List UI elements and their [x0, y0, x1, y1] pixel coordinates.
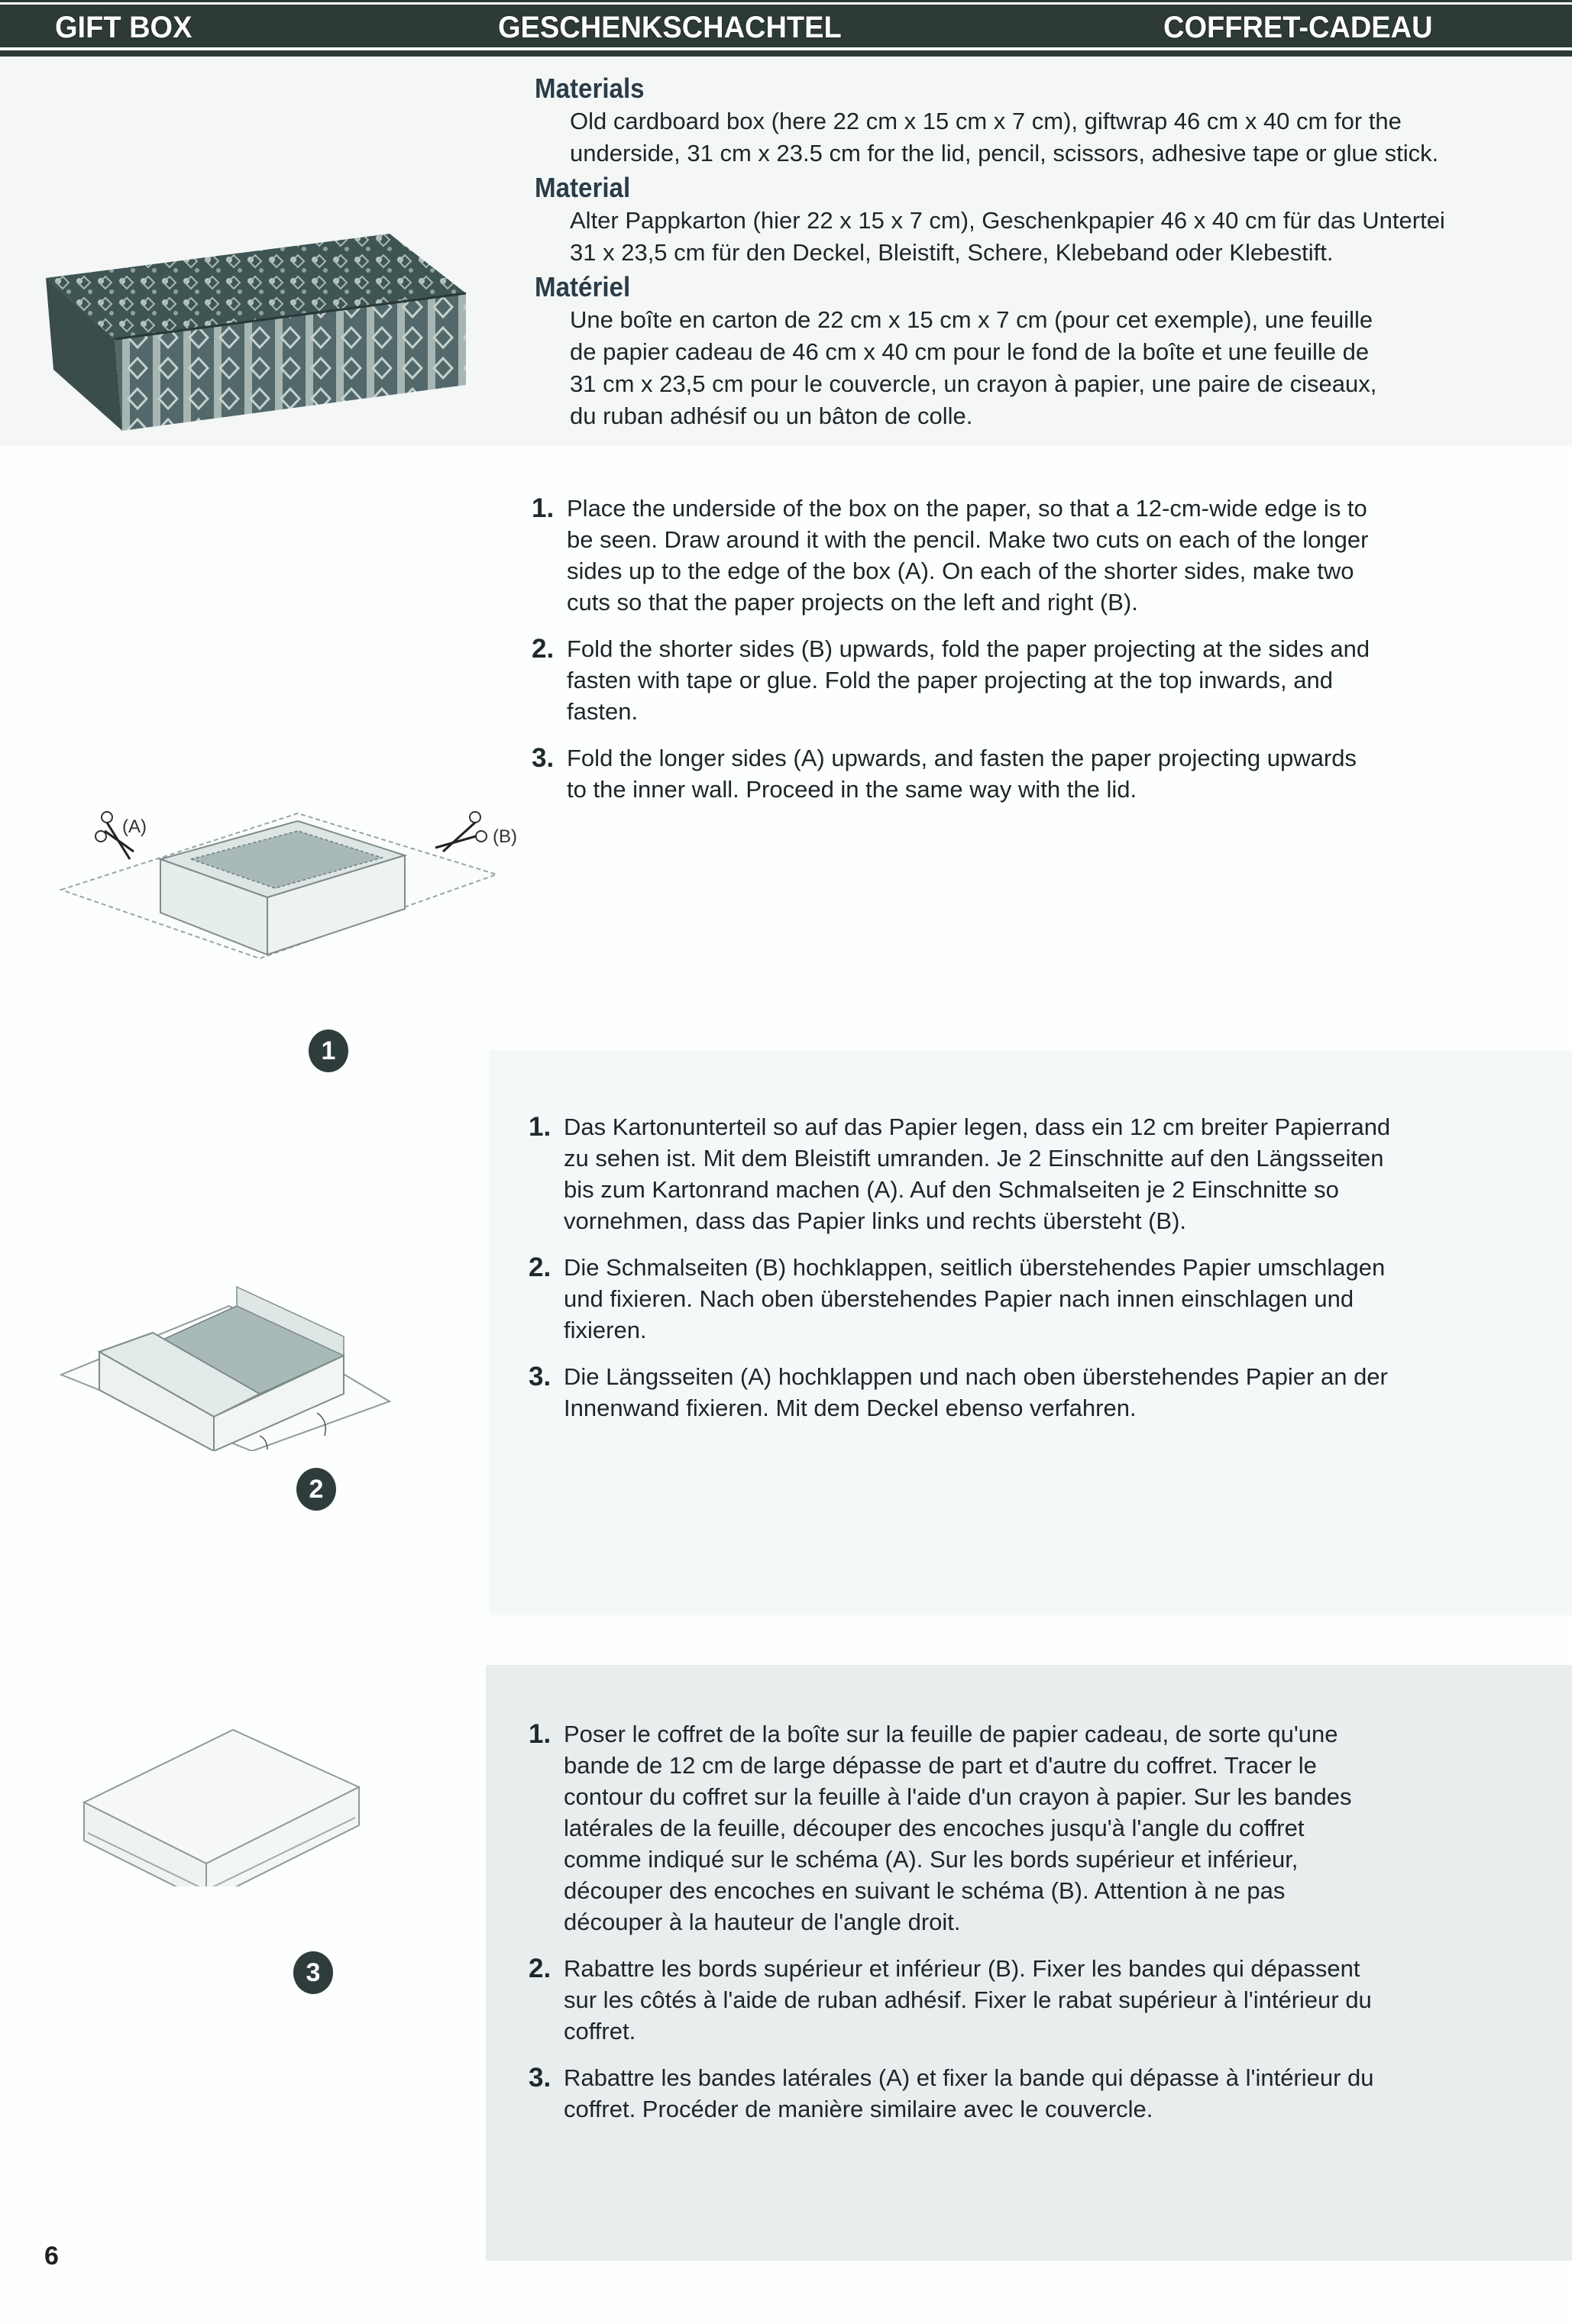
step-line: Fold the shorter sides (B) upwards, fold the paper projecting at the sides and	[567, 635, 1370, 662]
step-en-1	[532, 493, 1370, 618]
step-line: découper à la hauteur de l'angle droit.	[564, 1909, 961, 1935]
step-line: fasten.	[567, 698, 639, 725]
materials-text-en-line1: Old cardboard box (here 22 cm x 15 cm x 7 cm), giftwrap 46 cm x 40 cm for the	[570, 108, 1402, 134]
step-line: sur les côtés à l'aide de ruban adhésif. Fixer le rabat supérieur à l'intérieur du	[564, 1986, 1372, 2013]
scissors-icon-b	[435, 812, 487, 852]
diagram-step-2	[53, 1275, 405, 1451]
step-line: bande de 12 cm de large dépasse de part et d'autre du coffret. Tracer le	[564, 1752, 1317, 1779]
step-line: zu sehen ist. Mit dem Bleistift umranden. Je 2 Einschnitte auf den Längsseiten	[564, 1145, 1384, 1172]
step-line: cuts so that the paper projects on the left and right (B).	[567, 589, 1138, 616]
step-badge-2: 2	[296, 1468, 336, 1511]
step-number: 2.	[529, 1954, 551, 1983]
steps-english	[532, 493, 1370, 820]
materials-text-fr-line3: 31 cm x 23,5 cm pour le couvercle, un crayon à papier, une paire de ciseaux,	[570, 370, 1377, 397]
materials-text-fr-line4: du ruban adhésif ou un bâton de colle.	[570, 402, 973, 429]
title-english: GIFT BOX	[55, 11, 192, 44]
step-fr-2	[529, 1953, 1374, 2047]
step-line: Die Schmalseiten (B) hochklappen, seitlich überstehendes Papier umschlagen	[564, 1254, 1386, 1281]
step-de-2	[529, 1252, 1390, 1346]
step-fr-1	[529, 1718, 1374, 1938]
materials-english	[535, 72, 1572, 170]
materials-german	[535, 171, 1572, 269]
step-number: 2.	[529, 1253, 551, 1282]
step-de-1	[529, 1111, 1390, 1236]
step-number: 3.	[529, 2063, 551, 2093]
materials-french	[535, 270, 1572, 432]
header-rule-bottom	[0, 47, 1572, 50]
header-bar	[0, 0, 1572, 57]
step-line: Rabattre les bandes latérales (A) et fixer la bande qui dépasse à l'intérieur du	[564, 2064, 1374, 2091]
step-number: 1.	[532, 493, 555, 523]
page-number: 6	[44, 2242, 59, 2271]
title-french: COFFRET-CADEAU	[1163, 11, 1433, 44]
step-line: fixieren.	[564, 1317, 647, 1343]
materials-text-en-line2: underside, 31 cm x 23.5 cm for the lid, pencil, scissors, adhesive tape or glue stick.	[570, 140, 1439, 166]
step-number: 1.	[529, 1719, 551, 1749]
diagram-step-3	[80, 1726, 370, 1886]
materials-text-de-line2: 31 x 23,5 cm für den Deckel, Bleistift, Schere, Klebeband oder Klebestift.	[570, 239, 1334, 266]
step-line: Fold the longer sides (A) upwards, and fasten the paper projecting upwards	[567, 745, 1357, 771]
step-en-3	[532, 742, 1370, 805]
step-line: bis zum Kartonrand machen (A). Auf den Schmalseiten je 2 Einschnitte so	[564, 1176, 1339, 1203]
step-line: coffret.	[564, 2018, 636, 2044]
label-a: (A)	[122, 816, 147, 837]
materials-panel	[0, 57, 1572, 446]
step-line: Innenwand fixieren. Mit dem Deckel ebenso verfahren.	[564, 1395, 1137, 1421]
steps-french	[529, 1718, 1374, 2140]
step-number: 1.	[529, 1112, 551, 1142]
materials-heading-de: Material	[535, 172, 631, 203]
step-line: coffret. Procéder de manière similaire avec le couvercle.	[564, 2096, 1153, 2122]
step-line: to the inner wall. Proceed in the same way with the lid.	[567, 776, 1137, 803]
materials-text-de-line1: Alter Pappkarton (hier 22 x 15 x 7 cm), Geschenkpapier 46 x 40 cm für das Untertei	[570, 207, 1445, 234]
materials-heading-fr: Matériel	[535, 271, 631, 302]
step-line: comme indiqué sur le schéma (A). Sur les bords supérieur et inférieur,	[564, 1846, 1299, 1873]
step-line: latérales de la feuille, découper des encoches jusqu'à l'angle du coffret	[564, 1815, 1305, 1841]
step-line: Poser le coffret de la boîte sur la feuille de papier cadeau, de sorte qu'une	[564, 1721, 1338, 1747]
step-line: Rabattre les bords supérieur et inférieur (B). Fixer les bandes qui dépassent	[564, 1955, 1360, 1982]
label-b: (B)	[493, 826, 517, 847]
step-line: Das Kartonunterteil so auf das Papier legen, dass ein 12 cm breiter Papierrand	[564, 1114, 1391, 1140]
step-line: fasten with tape or glue. Fold the paper projecting at the top inwards, and	[567, 667, 1333, 693]
step-fr-3	[529, 2062, 1374, 2125]
step-line: und fixieren. Nach oben überstehendes Papier nach innen einschlagen und	[564, 1285, 1354, 1312]
title-german: GESCHENKSCHACHTEL	[498, 11, 842, 44]
step-number: 3.	[532, 743, 555, 773]
step-line: be seen. Draw around it with the pencil. Make two cuts on each of the longer	[567, 526, 1369, 553]
step-line: contour du coffret sur la feuille à l'aide d'un crayon à papier. Sur les bandes	[564, 1783, 1352, 1810]
materials-text-fr-line1: Une boîte en carton de 22 cm x 15 cm x 7 cm (pour cet exemple), une feuille	[570, 306, 1373, 333]
header-rule-top	[0, 2, 1572, 5]
materials-text-fr-line2: de papier cadeau de 46 cm x 40 cm pour le fond de la boîte et une feuille de	[570, 338, 1370, 365]
steps-german	[529, 1111, 1390, 1439]
step-line: vornehmen, dass das Papier links und rechts übersteht (B).	[564, 1207, 1187, 1234]
step-number: 2.	[532, 634, 555, 664]
gift-box-photo	[31, 232, 466, 431]
step-de-3	[529, 1361, 1390, 1424]
step-badge-1: 1	[309, 1029, 348, 1072]
step-en-2	[532, 633, 1370, 727]
diagram-step-1	[53, 806, 527, 1004]
step-line: Die Längsseiten (A) hochklappen und nach oben überstehendes Papier an der	[564, 1363, 1388, 1390]
step-badge-3: 3	[293, 1951, 333, 1994]
step-line: sides up to the edge of the box (A). On each of the shorter sides, make two	[567, 558, 1354, 584]
step-line: Place the underside of the box on the paper, so that a 12-cm-wide edge is to	[567, 495, 1367, 522]
materials-heading-en: Materials	[535, 73, 645, 104]
step-line: découper des encoches en suivant le schéma (B). Attention à ne pas	[564, 1877, 1286, 1904]
step-number: 3.	[529, 1362, 551, 1391]
